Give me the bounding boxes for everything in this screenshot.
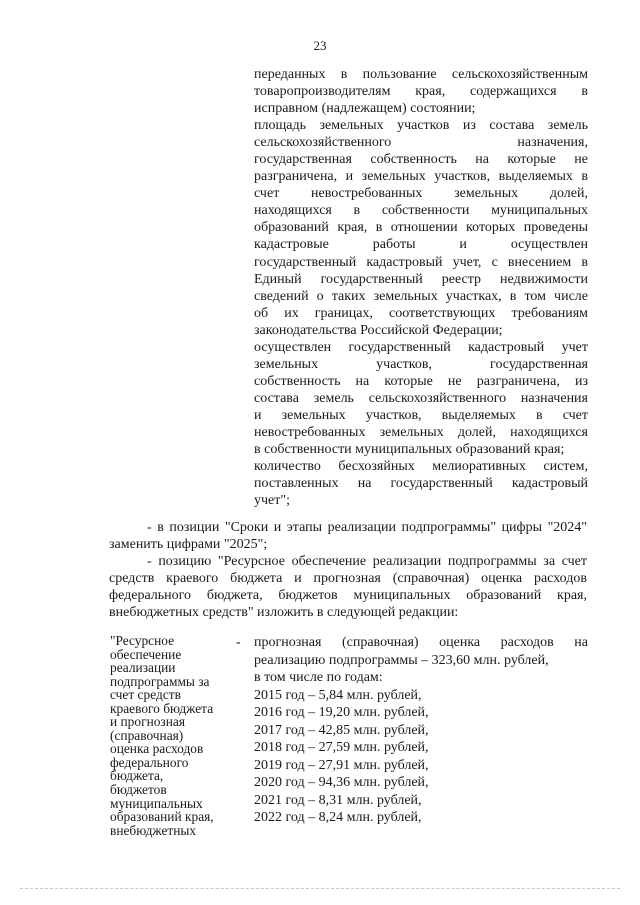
resource-label-cell (110, 634, 230, 837)
text-line: Единый государственный реестр недвижимости (254, 271, 588, 287)
label-line: и прогнозная (110, 714, 185, 730)
text-line: поставленных на государственный кадастровый (254, 476, 588, 492)
text-line: в собственности муниципальных образований края; (254, 442, 565, 458)
label-line: "Ресурсное (110, 633, 175, 648)
paragraph-line: - позицию "Ресурсное обеспечение реализации подпрограммы за счет (147, 554, 587, 569)
label-line: подпрограммы за (110, 673, 210, 689)
amendment-paragraphs (109, 519, 587, 621)
year-amount: 2016 год – 19,20 млн. рублей, (254, 705, 429, 720)
year-amount: 2017 год – 42,85 млн. рублей, (254, 722, 429, 738)
text-line: невостребованных земельных долей, находящихся (254, 424, 588, 440)
resource-value-cell (254, 634, 588, 827)
text-line: сведений о таких земельных участках, в том числе (254, 288, 588, 304)
paragraph-line: - в позиции "Сроки и этапы реализации подпрограммы" цифры "2024" (147, 520, 587, 535)
label-line: бюджетов (110, 782, 167, 798)
year-amount: 2022 год – 8,24 млн. рублей, (254, 810, 422, 825)
text-line: сельскохозяйственного назначения, (254, 135, 588, 151)
label-line: счет средств (110, 687, 181, 703)
text-line: государственная собственность на которые не (254, 152, 588, 168)
year-amount: 2020 год – 94,36 млн. рублей, (254, 775, 429, 790)
text-line: об их границах, соответствующих требованиям (254, 305, 588, 321)
label-line: реализации (110, 660, 176, 676)
year-amount: 2019 год – 27,91 млн. рублей, (254, 757, 429, 773)
text-line: счет невостребованных земельных долей, (254, 186, 588, 202)
text-line: осуществлен государственный кадастровый учет (254, 339, 588, 355)
year-amount: 2018 год – 27,59 млн. рублей, (254, 740, 429, 755)
text-line: товаропроизводителям края, содержащихся в (254, 84, 588, 100)
text-line: учет"; (254, 493, 290, 509)
label-line: образований края, (110, 809, 214, 825)
value-line: реализацию подпрограммы – 323,60 млн. рублей, (254, 652, 549, 668)
paragraph-line: внебюджетных средств" изложить в следующей редакции: (109, 605, 459, 620)
text-line: переданных в пользование сельскохозяйственным (254, 67, 588, 82)
value-line: прогнозная (справочная) оценка расходов на (254, 635, 588, 650)
text-line: площадь земельных участков из состава земель (254, 118, 588, 134)
text-line: кадастровые работы и осуществлен (254, 237, 588, 253)
continued-list (254, 66, 588, 509)
year-amount: 2015 год – 5,84 млн. рублей, (254, 687, 422, 703)
text-line: состава земель сельскохозяйственного назначения (254, 390, 588, 406)
label-line: муниципальных (110, 795, 203, 811)
text-line: исправном (надлежащем) состоянии; (254, 101, 476, 117)
label-line: оценка расходов (110, 741, 204, 757)
text-line: находящихся в собственности муниципальных (254, 203, 588, 219)
text-line: земельных участков, государственная (254, 356, 588, 372)
paragraph-line: заменить цифрами "2025"; (109, 537, 268, 552)
year-amount: 2021 год – 8,31 млн. рублей, (254, 792, 422, 808)
scan-footer-line (20, 888, 620, 889)
label-line: краевого бюджета (110, 700, 214, 716)
separator-dash: - (236, 635, 241, 650)
text-line: законодательства Российской Федерации; (254, 322, 503, 338)
value-line: в том числе по годам: (254, 670, 383, 685)
text-line: разграничена, и земельных участков, выделяемых в (254, 169, 588, 185)
label-line: (справочная) (110, 727, 184, 743)
text-line: количество бесхозяйных мелиоративных систем, (254, 459, 588, 475)
text-line: собственность на которые не разграничена, из (254, 373, 588, 389)
label-line: бюджета, (110, 768, 164, 784)
text-line: и земельных участков, выделяемых в счет (254, 407, 588, 423)
paragraph-line: средств краевого бюджета и прогнозная (справочная) оценка расходов (109, 571, 587, 586)
text-line: государственный кадастровый учет, с внесением в (254, 254, 588, 270)
page-number: 23 (313, 38, 327, 53)
paragraph-line: федерального бюджета, бюджетов муниципальных образований края, (109, 588, 587, 603)
text-line: образований края, в отношении которых проведены (254, 220, 588, 236)
label-line: федерального (110, 754, 189, 770)
label-line: внебюджетных (110, 822, 197, 838)
label-line: обеспечение (110, 646, 182, 662)
